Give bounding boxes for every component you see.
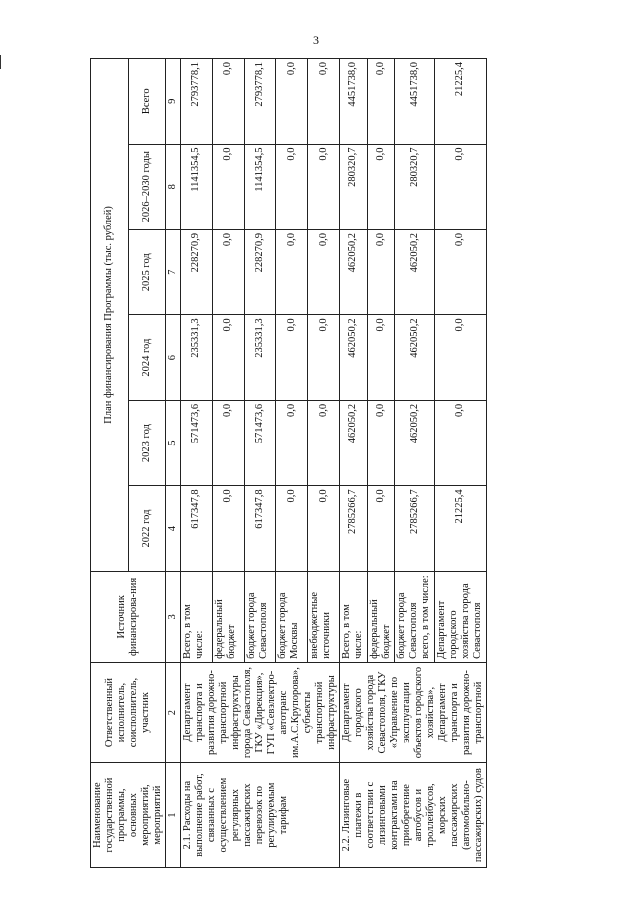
value-cell: 462050,2 bbox=[395, 400, 435, 485]
responsible-party: Департамент городского хозяйства города Севастополя, ГКУ «Управление по эксплуатации объектов городского хозяйства», Департамент транспорта и развития дорожно-транспортной bbox=[340, 662, 487, 762]
value-cell: 0,0 bbox=[276, 59, 308, 145]
column-number: 9 bbox=[166, 59, 181, 145]
column-number: 5 bbox=[166, 400, 181, 485]
value-cell: 2793778,1 bbox=[181, 59, 213, 145]
value-cell: 617347,8 bbox=[244, 486, 276, 571]
value-cell: 462050,2 bbox=[395, 229, 435, 314]
column-number: 4 bbox=[166, 486, 181, 571]
value-cell: 235331,3 bbox=[181, 315, 213, 400]
value-cell: 0,0 bbox=[276, 229, 308, 314]
value-cell: 571473,6 bbox=[181, 400, 213, 485]
header-year: 2022 год bbox=[128, 486, 166, 571]
table-row bbox=[181, 59, 213, 868]
page-number: 3 bbox=[313, 33, 319, 47]
header-responsible: Ответственный исполнитель, соисполнитель, участник bbox=[91, 662, 166, 762]
column-number: 7 bbox=[166, 229, 181, 314]
funding-source: внебюджетные источники bbox=[308, 571, 340, 662]
value-cell: 4451738,0 bbox=[340, 59, 368, 145]
value-cell: 462050,2 bbox=[340, 400, 368, 485]
value-cell: 1141354,5 bbox=[181, 144, 213, 229]
value-cell: 0,0 bbox=[276, 315, 308, 400]
value-cell: 2785266,7 bbox=[395, 486, 435, 571]
funding-source: бюджет города Севастополя bbox=[244, 571, 276, 662]
value-cell: 0,0 bbox=[308, 400, 340, 485]
column-number-row bbox=[166, 59, 181, 868]
funding-source: Департамент городского хозяйства города Севастополя bbox=[434, 571, 486, 662]
value-cell: 0,0 bbox=[212, 144, 244, 229]
funding-source: федеральный бюджет bbox=[367, 571, 395, 662]
value-cell: 0,0 bbox=[434, 400, 486, 485]
value-cell: 0,0 bbox=[212, 486, 244, 571]
value-cell: 235331,3 bbox=[244, 315, 276, 400]
value-cell: 0,0 bbox=[367, 229, 395, 314]
value-cell: 0,0 bbox=[276, 400, 308, 485]
header-source: Источник финансирова-ния bbox=[91, 571, 166, 662]
value-cell: 0,0 bbox=[212, 315, 244, 400]
value-cell: 462050,2 bbox=[340, 229, 368, 314]
responsible-party: Департамент транспорта и развития дорожно-транспортной инфраструктуры города Севастополя, ГКУ «Дирекция», ГУП «Севэлектро-автотранс им.А.С.Крупорова», субъекты транспортной инфраструктуры bbox=[181, 662, 340, 762]
funding-source: федеральный бюджет bbox=[212, 571, 244, 662]
column-number: 8 bbox=[166, 144, 181, 229]
value-cell: 0,0 bbox=[308, 315, 340, 400]
header-row bbox=[91, 59, 129, 868]
value-cell: 0,0 bbox=[308, 59, 340, 145]
value-cell: 0,0 bbox=[367, 400, 395, 485]
funding-source: Всего, в том числе: bbox=[340, 571, 368, 662]
value-cell: 462050,2 bbox=[340, 315, 368, 400]
value-cell: 0,0 bbox=[212, 229, 244, 314]
value-cell: 0,0 bbox=[367, 315, 395, 400]
header-plan: План финансирования Программы (тыс. рублей) bbox=[91, 59, 129, 572]
value-cell: 0,0 bbox=[308, 229, 340, 314]
value-cell: 0,0 bbox=[308, 144, 340, 229]
value-cell: 0,0 bbox=[276, 144, 308, 229]
header-year: Всего bbox=[128, 59, 166, 145]
header-year: 2023 год bbox=[128, 400, 166, 485]
value-cell: 571473,6 bbox=[244, 400, 276, 485]
value-cell: 617347,8 bbox=[181, 486, 213, 571]
value-cell: 2793778,1 bbox=[244, 59, 276, 145]
header-name: Наименование государственной программы, основных мероприятий, мероприятий bbox=[91, 763, 166, 868]
table-row bbox=[340, 59, 368, 868]
value-cell: 0,0 bbox=[434, 315, 486, 400]
value-cell: 0,0 bbox=[276, 486, 308, 571]
column-number: 6 bbox=[166, 315, 181, 400]
financing-table bbox=[90, 58, 487, 868]
header-year: 2026–2030 годы bbox=[128, 144, 166, 229]
value-cell: 228270,9 bbox=[244, 229, 276, 314]
funding-source: Всего, в том числе: bbox=[181, 571, 213, 662]
value-cell: 280320,7 bbox=[395, 144, 435, 229]
activity-name: 2.1. Расходы на выполнение работ, связанных с осуществлением регулярных пассажирских перевозок по регулируемым тарифам bbox=[181, 763, 340, 868]
rotated-table-container bbox=[90, 58, 610, 868]
value-cell: 280320,7 bbox=[340, 144, 368, 229]
value-cell: 21225,4 bbox=[434, 59, 486, 145]
value-cell: 0,0 bbox=[367, 486, 395, 571]
value-cell: 21225,4 bbox=[434, 486, 486, 571]
column-number: 2 bbox=[166, 662, 181, 762]
value-cell: 0,0 bbox=[367, 144, 395, 229]
value-cell: 228270,9 bbox=[181, 229, 213, 314]
value-cell: 4451738,0 bbox=[395, 59, 435, 145]
value-cell: 0,0 bbox=[367, 59, 395, 145]
value-cell: 0,0 bbox=[434, 144, 486, 229]
header-year: 2024 год bbox=[128, 315, 166, 400]
value-cell: 462050,2 bbox=[395, 315, 435, 400]
column-number: 1 bbox=[166, 763, 181, 868]
value-cell: 0,0 bbox=[308, 486, 340, 571]
value-cell: 0,0 bbox=[212, 59, 244, 145]
header-year: 2025 год bbox=[128, 229, 166, 314]
margin-mark bbox=[0, 55, 1, 69]
column-number: 3 bbox=[166, 571, 181, 662]
funding-source: бюджет города Москвы bbox=[276, 571, 308, 662]
value-cell: 2785266,7 bbox=[340, 486, 368, 571]
activity-name: 2.2. Лизинговые платежи в соответствии с лизинговыми контрактами на приобретение автобусов и троллейбусов, морских пассажирских (автомобильно-пассажирских) судов bbox=[340, 763, 487, 868]
value-cell: 0,0 bbox=[434, 229, 486, 314]
value-cell: 0,0 bbox=[212, 400, 244, 485]
funding-source: бюджет города Севастополя всего, в том числе: bbox=[395, 571, 435, 662]
value-cell: 1141354,5 bbox=[244, 144, 276, 229]
